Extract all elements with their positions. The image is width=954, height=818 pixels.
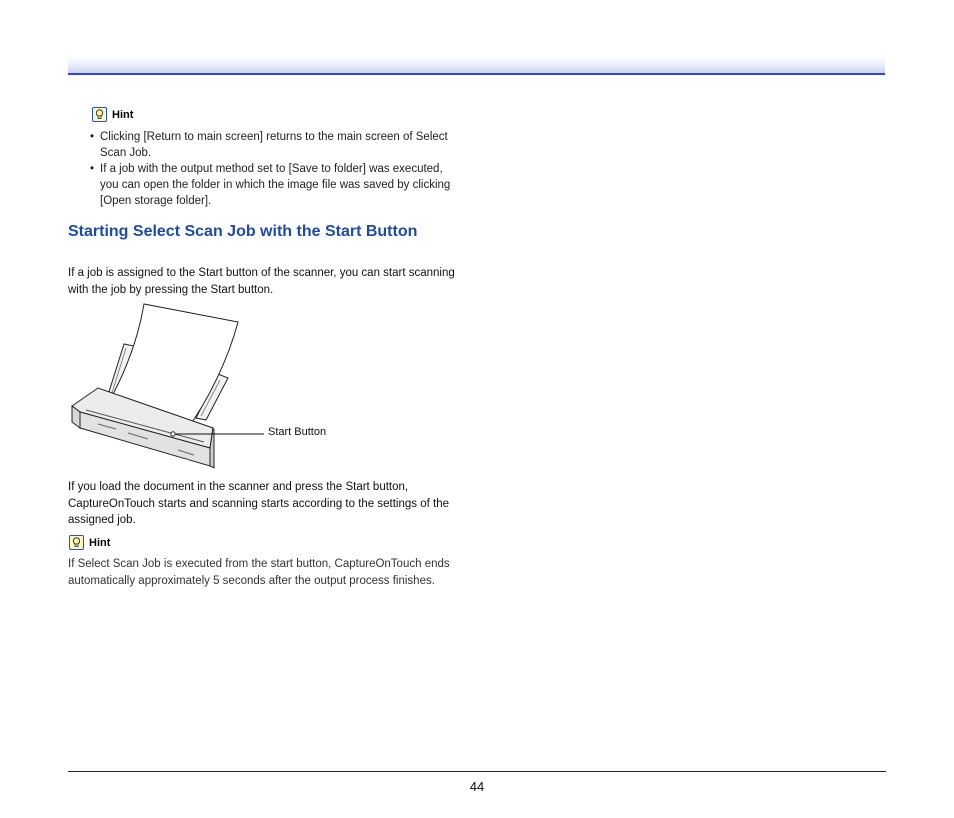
scanner-illustration	[68, 300, 468, 480]
hint-label: Hint	[89, 536, 111, 549]
hint-label: Hint	[112, 108, 134, 121]
page-header-band	[68, 56, 885, 75]
hint-heading	[69, 535, 110, 550]
lightbulb-icon	[69, 535, 84, 550]
page-number: 44	[469, 779, 485, 794]
hint-bullet-list	[90, 129, 460, 209]
footer-rule	[68, 771, 886, 772]
hint-text: If Select Scan Job is executed from the start button, CaptureOnTouch ends automatically approximately 5 seconds after the output process finishes.	[68, 558, 450, 587]
list-item: • Clicking [Return to main screen] returns to the main screen of Select Scan Job.	[90, 129, 460, 161]
section-title: Starting Select Scan Job with the Start Button	[68, 223, 418, 240]
hint-heading	[92, 107, 133, 122]
section-intro: If a job is assigned to the Start button of the scanner, you can start scanning with the job by pressing the Start button.	[68, 267, 455, 296]
body-paragraph: If you load the document in the scanner and press the Start button, CaptureOnTouch starts and scanning starts according to the settings of the assigned job.	[68, 481, 449, 526]
start-button-callout: Start Button	[268, 426, 327, 438]
list-item: • If a job with the output method set to [Save to folder] was executed, you can open the folder in which the image file was saved by clicking [Open storage folder].	[90, 161, 460, 209]
lightbulb-icon	[92, 107, 107, 122]
